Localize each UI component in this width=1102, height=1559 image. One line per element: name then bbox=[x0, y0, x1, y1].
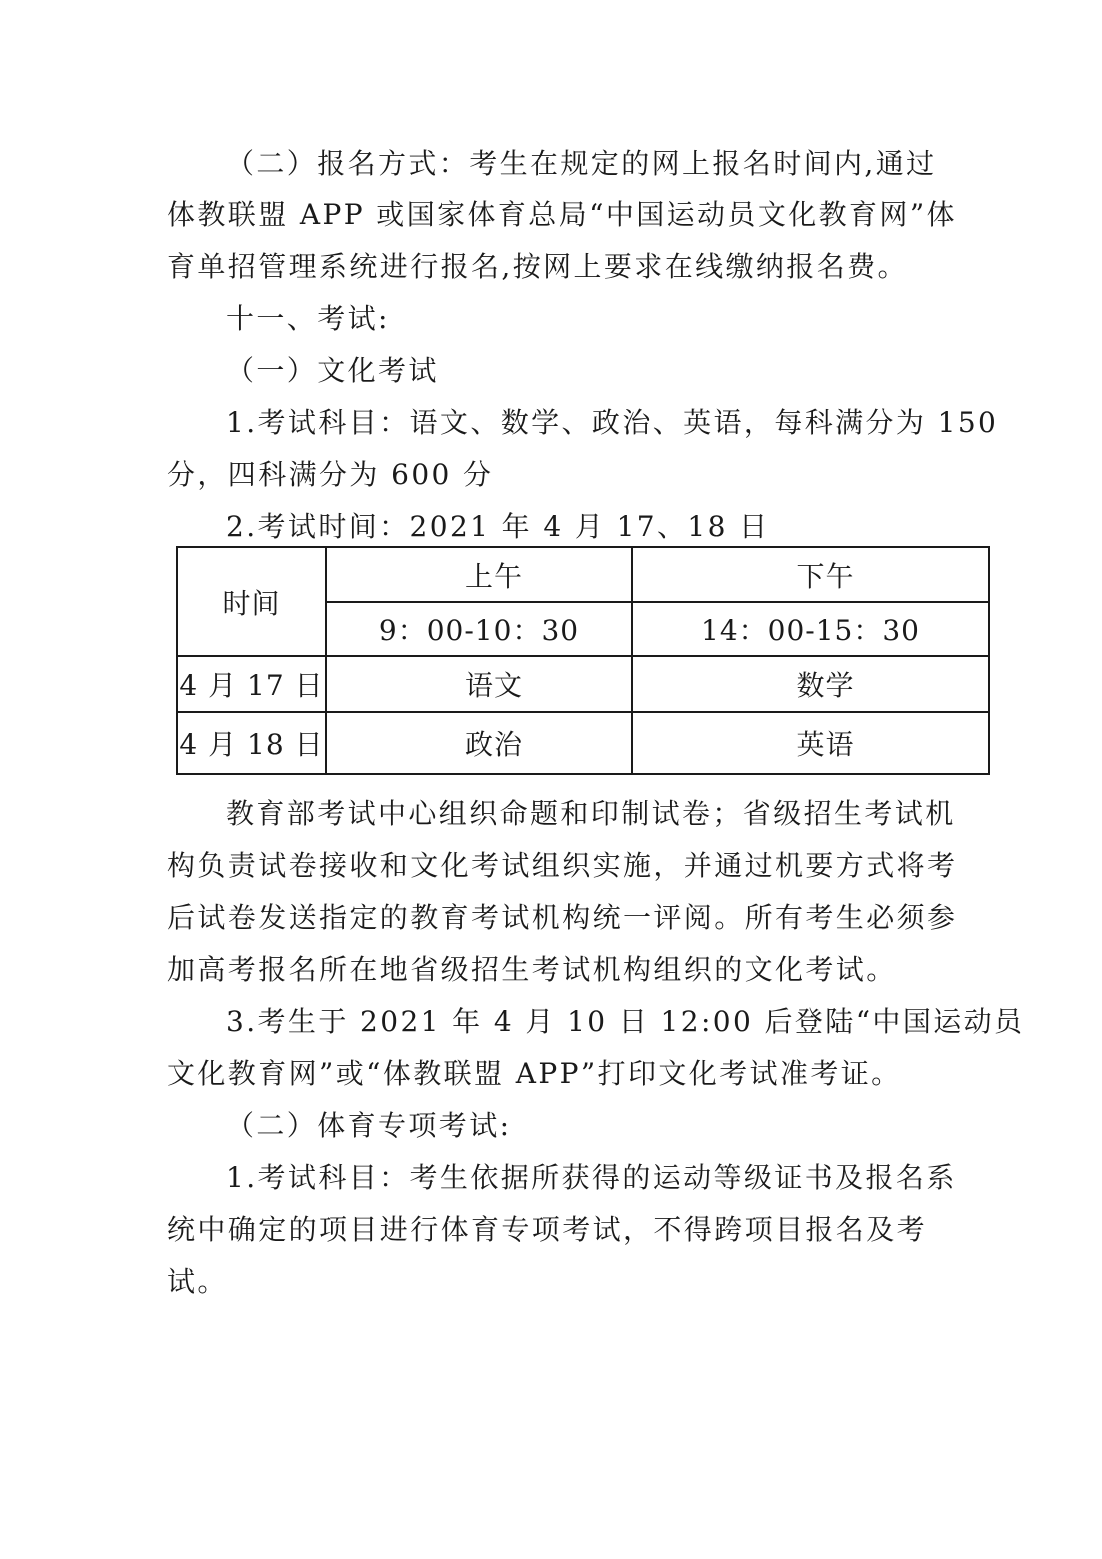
organization-line-2: 构负责试卷接收和文化考试组织实施，并通过机要方式将考 bbox=[167, 849, 958, 882]
date-cell: 4 月 17 日 bbox=[177, 656, 326, 712]
table-row bbox=[177, 656, 989, 712]
registration-method-line-1: （二）报名方式：考生在规定的网上报名时间内,通过 bbox=[226, 147, 937, 180]
morning-subject-cell: 政治 bbox=[326, 712, 632, 774]
sports-exam-heading: （二）体育专项考试: bbox=[226, 1109, 512, 1142]
exam-time-line: 2.考试时间：2021 年 4 月 17、18 日 bbox=[226, 510, 770, 543]
exam-schedule-table bbox=[176, 546, 990, 775]
organization-line-3: 后试卷发送指定的教育考试机构统一评阅。所有考生必须参 bbox=[167, 901, 958, 934]
registration-method-line-2: 体教联盟 APP 或国家体育总局“中国运动员文化教育网”体 bbox=[167, 198, 957, 231]
table-row bbox=[177, 712, 989, 774]
date-cell: 4 月 18 日 bbox=[177, 712, 326, 774]
morning-time-cell: 9：00-10：30 bbox=[326, 602, 632, 656]
cultural-exam-heading: （一）文化考试 bbox=[226, 354, 439, 387]
sports-subjects-line-2: 统中确定的项目进行体育专项考试，不得跨项目报名及考 bbox=[167, 1213, 928, 1246]
admission-ticket-line-1: 3.考生于 2021 年 4 月 10 日 12:00 后登陆“中国运动员 bbox=[226, 1005, 1025, 1038]
morning-subject-cell: 语文 bbox=[326, 656, 632, 712]
afternoon-header-cell: 下午 bbox=[632, 547, 989, 602]
afternoon-subject-cell: 数学 bbox=[632, 656, 989, 712]
registration-method-line-3: 育单招管理系统进行报名,按网上要求在线缴纳报名费。 bbox=[167, 250, 908, 283]
sports-subjects-line-1: 1.考试科目：考生依据所获得的运动等级证书及报名系 bbox=[226, 1161, 957, 1194]
organization-line-1: 教育部考试中心组织命题和印制试卷；省级招生考试机 bbox=[226, 797, 956, 830]
afternoon-subject-cell: 英语 bbox=[632, 712, 989, 774]
exam-subjects-line-1: 1.考试科目：语文、数学、政治、英语，每科满分为 150 bbox=[226, 406, 999, 439]
time-header-cell: 时间 bbox=[177, 547, 326, 656]
afternoon-time-cell: 14：00-15：30 bbox=[632, 602, 989, 656]
exam-subjects-line-2: 分，四科满分为 600 分 bbox=[167, 458, 494, 491]
organization-line-4: 加高考报名所在地省级招生考试机构组织的文化考试。 bbox=[167, 953, 897, 986]
sports-subjects-line-3: 试。 bbox=[167, 1265, 228, 1298]
section-11-heading: 十一、考试: bbox=[226, 302, 390, 335]
admission-ticket-line-2: 文化教育网”或“体教联盟 APP”打印文化考试准考证。 bbox=[167, 1057, 902, 1090]
morning-header-cell: 上午 bbox=[326, 547, 632, 602]
